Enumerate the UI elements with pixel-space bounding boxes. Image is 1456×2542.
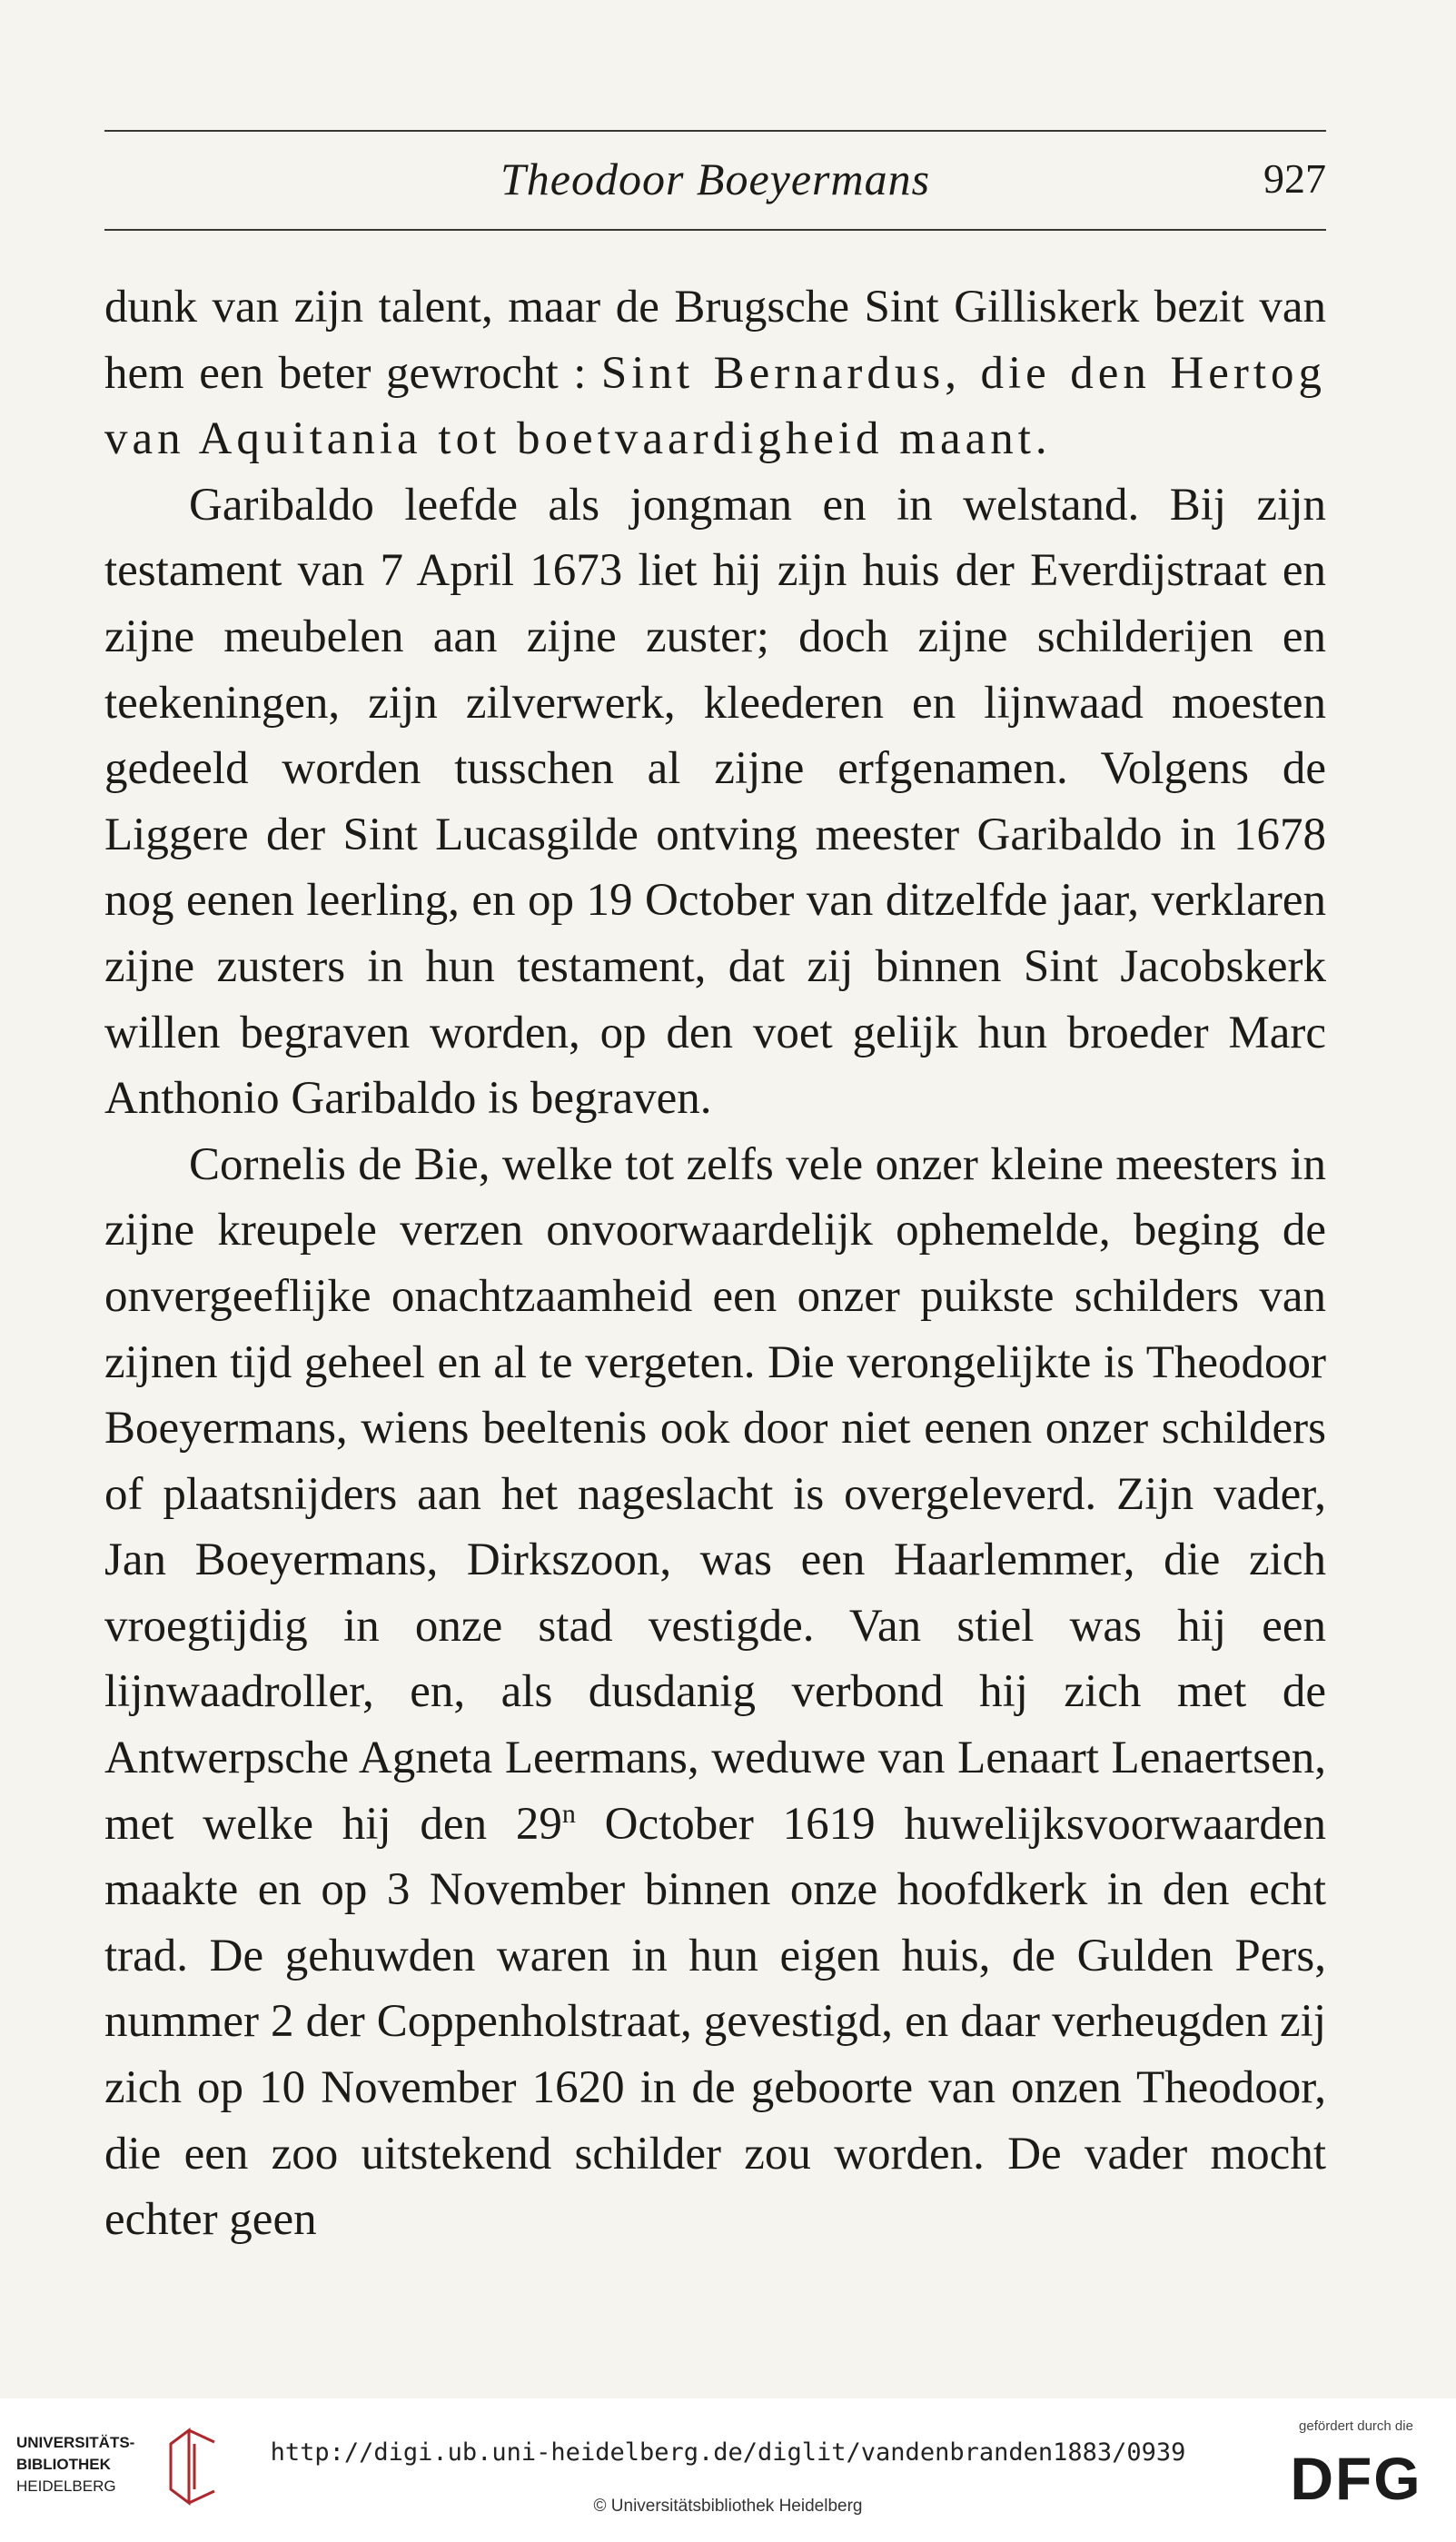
paragraph-2: Garibaldo leefde als jongman en in welstand. Bij zijn testament van 7 April 1673 liet hij zijn huis der Everdijstraat en zijne meubelen aan zijne zuster; doch zijne schilderijen en teekeningen, zijn zilverwerk, kleederen en lijnwaad moesten gedeeld worden tusschen al zijne erfgenamen. Volgens de Liggere der Sint Lucasgilde ontving meester Garibaldo in 1678 nog eenen leerling, en op 19 October van ditzelfde jaar, verklaren zijne zusters in hun testament, dat zij binnen Sint Jacobskerk willen begraven worden, op den voet gelijk hun broeder Marc Anthonio Garibaldo is begraven. [104, 479, 1326, 1125]
paragraph-1 [104, 274, 1326, 472]
footer [0, 2398, 1456, 2542]
logo-line-2: BIBLIOTHEK [16, 2456, 111, 2473]
paragraph-1-spaced-text: Sint Bernardus, die den Hertog van Aquitania tot boetvaardigheid maant. [104, 347, 1326, 465]
running-title: Theodoor Boeyermans [500, 154, 931, 204]
body-text [104, 274, 1326, 2253]
logo-line-1: UNIVERSITÄTS- [16, 2434, 135, 2451]
header-rule-top [104, 130, 1326, 132]
footer-url-link[interactable]: http://digi.ub.uni-heidelberg.de/diglit/vandenbranden1883/0939 [270, 2438, 1186, 2467]
logo-line-3: HEIDELBERG [16, 2477, 116, 2495]
superscript-n: n [561, 1798, 576, 1829]
page-number: 927 [1263, 155, 1326, 202]
dfg-caption: gefördert durch die [1299, 2418, 1413, 2434]
header-rule-bottom [104, 229, 1326, 231]
dfg-logo: DFG [1290, 2445, 1422, 2512]
paragraph-3-text-b: October 1619 huwelijksvoorwaarden maakte en op 3 November binnen onze hoofdkerk in den echt trad. De gehuwden waren in hun eigen huis, de Gulden Pers, nummer 2 der Coppenholstraat, gevestigd, en daar verheugden zij zich op 10 November 1620 in de geboorte van onzen Theodoor, die een zoo uitstekend schilder zou worden. De vader mocht echter geen [104, 1798, 1326, 2246]
paragraph-3 [104, 1132, 1326, 2253]
paragraph-3-text-a: Cornelis de Bie, welke tot zelfs vele onzer kleine meesters in zijne kreupele verzen onvoorwaardelijk ophemelde, beging de onvergeeflijke onachtzaamheid een onzer puikste schilders van zijnen tijd geheel en al te vergeten. Die verongelijkte is Theodoor Boeyermans, wiens beeltenis ook door niet eenen onzer schilders of plaatsnijders aan het nageslacht is overgeleverd. Zijn vader, Jan Boeyermans, Dirkszoon, was een Haarlemmer, die zich vroegtijdig in onze stad vestigde. Van stiel was hij een lijnwaadroller, en, als dusdanig verbond hij zich met de Antwerpsche Agneta Leermans, weduwe van Lenaart Lenaertsen, met welke hij den 29 [104, 1138, 1326, 1850]
paragraph-1-text: dunk van zijn talent, maar de Brugsche Sint Gilliskerk bezit van hem een beter gewrocht : [104, 282, 1326, 399]
footer-copyright: © Universitätsbibliothek Heidelberg [593, 2497, 863, 2516]
